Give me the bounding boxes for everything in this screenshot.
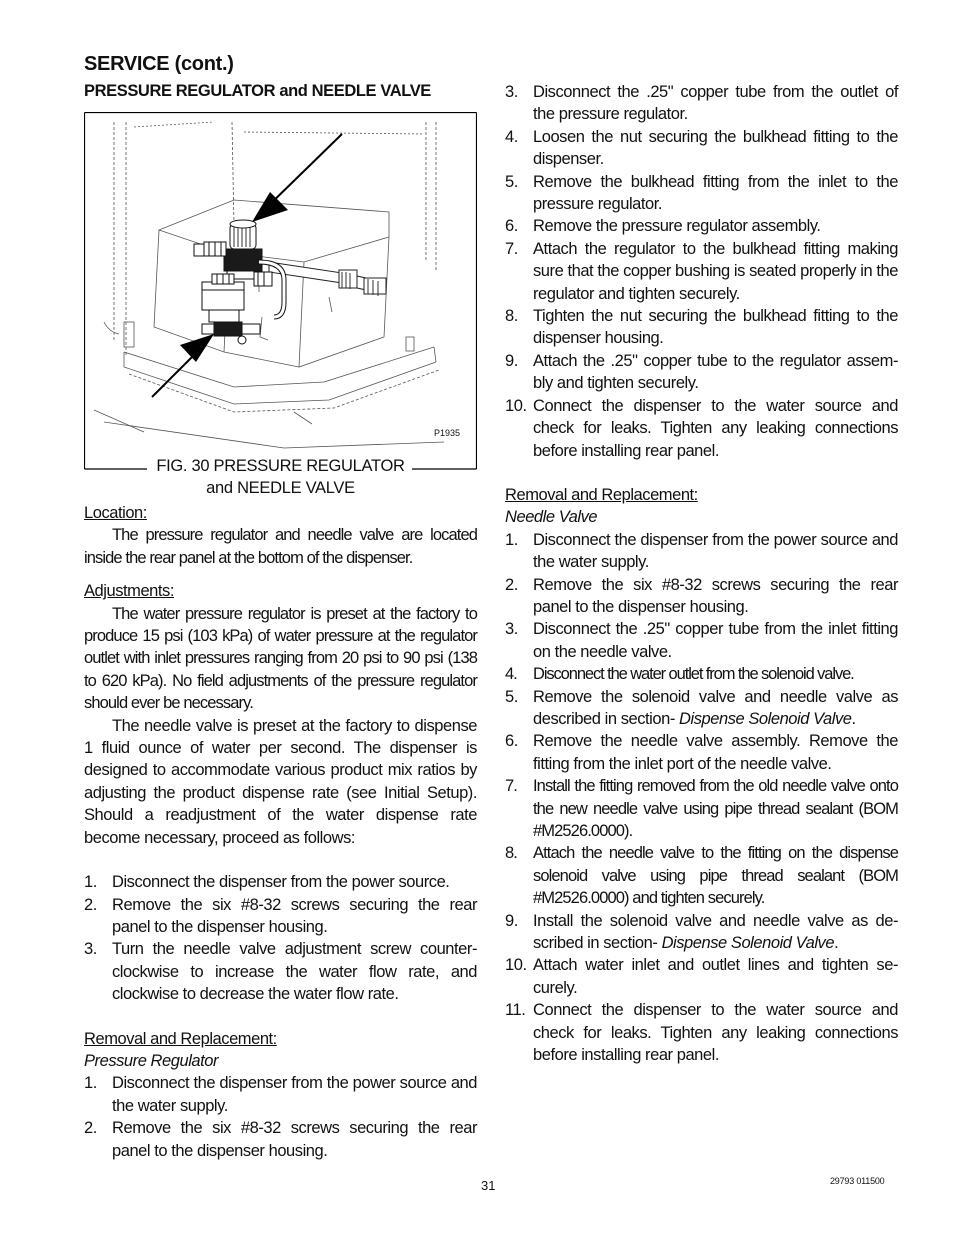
location-label: Location:: [84, 504, 147, 522]
pressure-regulator-steps-part2: [505, 81, 898, 462]
list-item: 4. Loosen the nut securing the bulkhead fitting to the dispenser.: [505, 127, 898, 169]
list-item: 3. Disconnect the .25" copper tube from the outlet of the pressure regulator.: [505, 83, 898, 124]
removal-needle-label: Removal and Replacement:: [505, 485, 698, 504]
adjustments-label: Adjustments:: [84, 582, 174, 601]
list-item: 8. Tighten the nut securing the bulkhead fitting to the dispenser housing.: [505, 307, 898, 348]
document-code: 29793 011500: [830, 1176, 885, 1186]
list-item: 1. Disconnect the dispenser from the power source.: [84, 873, 450, 892]
list-item: 9. Install the solenoid valve and needle valve as de-scribed in section- Dispense Solenoid Valve.: [505, 911, 898, 953]
adjustments-para1: The water pressure regulator is preset at the factory to produce 15 psi (103 kPa) of water pressure at the regulator outlet with inlet pressures ranging from 20 psi to 90 psi (138 to 620 kPa). No field adjustments of the pressure regulator should ever be necessary.: [84, 604, 477, 713]
list-item: 1. Disconnect the dispenser from the power source and the water supply.: [84, 1074, 477, 1115]
removal-pressure-label: Removal and Replacement:: [84, 1029, 277, 1048]
section-reference: Dispense Solenoid Valve: [661, 934, 835, 953]
list-item: 8. Attach the needle valve to the fitting on the dispense solenoid valve using pipe thread sealant (BOM #M2526.0000) and tighten securely.: [505, 844, 898, 908]
figure-caption-line1: FIG. 30 PRESSURE REGULATOR: [156, 457, 405, 475]
right-column: [505, 81, 898, 1066]
page-number: 31: [481, 1178, 496, 1193]
list-item: 10. Attach water inlet and outlet lines and tighten se-curely.: [505, 956, 898, 997]
location-text: The pressure regulator and needle valve are located inside the rear panel at the bottom of the dispenser.: [84, 526, 477, 567]
section-reference: Dispense Solenoid Valve: [679, 709, 852, 728]
list-item: 3. Turn the needle valve adjustment screw counter-clockwise to increase the water flow rate, and clockwise to decrease the water flow rate.: [84, 940, 477, 1004]
list-item: 5. Remove the bulkhead fitting from the inlet to the pressure regulator.: [505, 172, 898, 214]
list-item: 10. Connect the dispenser to the water source and check for leaks. Tighten any leaking connections before installing rear panel.: [505, 396, 898, 460]
figure-code: P1935: [434, 428, 461, 438]
list-item: 6. Remove the needle valve assembly. Remove the fitting from the inlet port of the needle valve.: [505, 732, 898, 773]
list-item: 5. Remove the solenoid valve and needle valve as described in section- Dispense Solenoid Valve.: [505, 687, 898, 728]
figure-caption: [84, 455, 477, 500]
list-item: 7. Attach the regulator to the bulkhead fitting making sure that the copper bushing is seated properly in the regulator and tighten securely.: [505, 239, 898, 303]
list-item: 7. Install the fitting removed from the old needle valve onto the new needle valve using pipe thread sealant (BOM #M2526.0000).: [505, 777, 898, 840]
list-item: 4. Disconnect the water outlet from the solenoid valve.: [505, 665, 854, 684]
removal-needle-sublabel: Needle Valve: [505, 508, 598, 527]
list-item: 9. Attach the .25" copper tube to the regulator assem-bly and tighten securely.: [505, 351, 898, 393]
adjustments-para2: The needle valve is preset at the factory to dispense 1 fluid ounce of water per second. The dispenser is designed to accommodate various product mix ratios by adjusting the product dispense rate (see Initial Setup). Should a readjustment of the water dispense rate become necessary, proceed as follows:: [84, 716, 477, 847]
list-item: 11. Connect the dispenser to the water source and check for leaks. Tighten any leaking connections before installing rear panel.: [505, 1001, 898, 1065]
page-heading: SERVICE (cont.): [84, 53, 234, 75]
list-item: 2. Remove the six #8-32 screws securing the rear panel to the dispenser housing.: [505, 575, 898, 616]
dispenser-illustration: [84, 112, 477, 470]
figure-pressure-regulator: [84, 112, 477, 470]
section-heading: PRESSURE REGULATOR and NEEDLE VALVE: [84, 82, 431, 100]
adjustment-steps: [84, 871, 477, 1005]
figure-caption-line2: and NEEDLE VALVE: [206, 479, 355, 498]
removal-pressure-sublabel: Pressure Regulator: [84, 1051, 219, 1070]
list-item: 6. Remove the pressure regulator assembly.: [505, 217, 821, 236]
list-item: 3. Disconnect the .25" copper tube from the inlet fitting on the needle valve.: [505, 620, 898, 661]
list-item: 2. Remove the six #8-32 screws securing the rear panel to the dispenser housing.: [84, 895, 477, 936]
left-column: [84, 502, 477, 1162]
needle-valve-steps: [505, 529, 898, 1067]
pressure-regulator-steps-part1: [84, 1072, 477, 1162]
list-item: 2. Remove the six #8-32 screws securing the rear panel to the dispenser housing.: [84, 1119, 477, 1160]
list-item: 1. Disconnect the dispenser from the power source and the water supply.: [505, 530, 898, 572]
